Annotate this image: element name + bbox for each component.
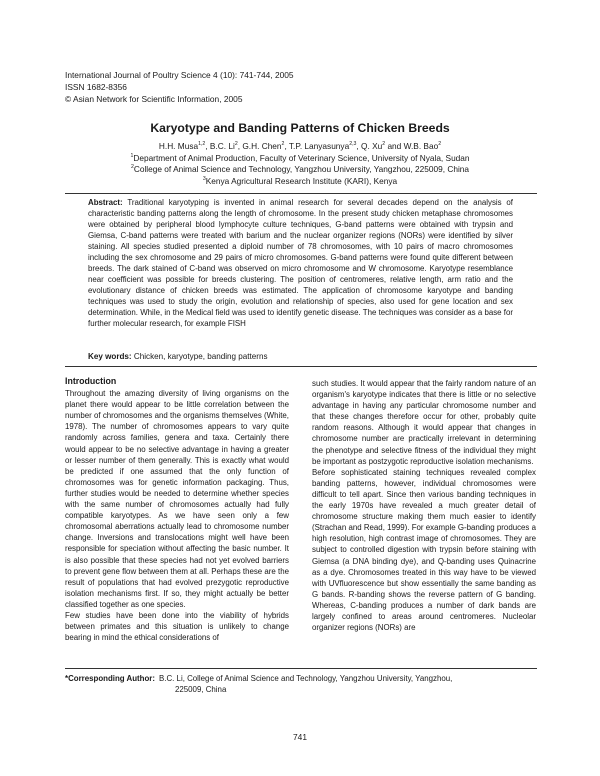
author-affiliation-mark: 2 — [438, 141, 442, 148]
footnote-rule — [65, 668, 537, 669]
paper-title: Karyotype and Banding Patterns of Chicken Breeds — [150, 121, 450, 135]
intro-heading: Introduction — [65, 376, 117, 386]
author-affiliation-mark: 2 — [234, 141, 238, 148]
affiliation — [0, 176, 600, 188]
author-name: Q. Xu — [361, 141, 383, 151]
journal-citation: International Journal of Poultry Science 4 (10): 741-744, 2005 — [65, 70, 294, 80]
abstract-text: Traditional karyotyping is invented in animal research for several decades depend on the analysis of characteristic banding patterns along the length of chromosome. In the present study chicken metaphase chromosomes were obtained by peripheral blood lymphocyte culture techniques, G-band patterns were obtained with trypsin and Giemsa, C-band patterns were treated with barium and the nuclear organizer regions (NORs) were identified by silver staining. All species studied presented a diploid number of 78 chromosomes, with 10 pairs of macro chromosomes including the sex chromosome and 29 pairs of micro chromosomes. G-band patterns were found quite different between breeds. The dark stained of C-band was observed on micro chromosome and W chromosome. Karyotype resemblance near coefficient was possible for breeds clustering. The position of centromeres, relative length, arm ratio and the evolutionary distance of chicken breeds was estimated. The application of chromosome karyotype and banding techniques was used to study the origin, evolution and relationship of species, also used for gene location and sex determination. While, in the Medical field was used to identify genetic disease. The techniques was consider as a base for further molecular research, for example FISH — [88, 198, 513, 328]
author-name: H.H. Musa — [158, 141, 199, 151]
author-name: W.B. Bao — [403, 141, 439, 151]
affiliation — [0, 164, 600, 176]
keywords-bottom-rule — [65, 366, 537, 367]
intro-paragraph: Few studies have been done into the viability of hybrids between primates and this situation is unlikely to change bearing in mind the ethical considerations of — [65, 610, 289, 643]
author-name: T.P. Lanyasunya — [288, 141, 350, 151]
affiliation — [0, 153, 600, 165]
author-names — [0, 141, 600, 153]
affiliation-mark: 3 — [202, 176, 206, 183]
page-number: 741 — [293, 732, 307, 742]
author-affiliation-mark: 2 — [382, 141, 386, 148]
keywords-text: Chicken, karyotype, banding patterns — [131, 352, 268, 361]
journal-issn: ISSN 1682-8356 — [65, 82, 127, 92]
affiliation-mark: 1 — [130, 152, 134, 159]
corresponding-author — [65, 673, 537, 695]
author-separator: , — [284, 141, 289, 151]
corresponding-text: B.C. Li, College of Animal Science and Technology, Yangzhou University, Yangzhou, — [159, 674, 453, 683]
author-separator: , — [205, 141, 210, 151]
abstract-label: Abstract: — [88, 198, 123, 207]
keywords-label: Key words: — [88, 352, 132, 361]
intro-left-column — [65, 376, 289, 643]
author-name: G.H. Chen — [242, 141, 282, 151]
affiliation-mark: 2 — [130, 164, 134, 171]
author-separator: and — [385, 141, 404, 151]
abstract-top-rule — [65, 193, 537, 194]
affiliation-text: Kenya Agricultural Research Institute (KARI), Kenya — [205, 175, 398, 186]
corresponding-text-cont: 225009, China — [175, 685, 227, 694]
journal-header — [65, 69, 294, 105]
author-affiliation-mark: 2,3 — [349, 141, 357, 148]
journal-copyright: © Asian Network for Scientific Information, 2005 — [65, 94, 243, 104]
abstract — [88, 197, 513, 329]
author-block — [0, 141, 600, 187]
author-name: B.C. Li — [209, 141, 235, 151]
keywords — [88, 352, 268, 361]
author-separator: , — [356, 141, 362, 151]
intro-paragraph: Before sophisticated staining techniques revealed complex banding patterns, however, individual chromosomes were difficult to tell apart. Since then various banding techniques in the early 1970s have revealed a much greater detail of chromosome structure making them much easier to identify (Strachan and Read, 1999). For example G-banding produces a high resolution, high contrast image of chromosomes. They are subject to controlled digestion with trypsin before staining with Giemsa (a DNA binding dye), and Q-banding uses Quinacrine as a dye. Chromosomes treated in this way have to be viewed with UVfluorescence but show essentially the same banding as G bands. R-banding shows the reverse pattern of G banding. Whereas, C-banding produces a number of dark bands are largely confined to areas around centromeres. Nucleolar organizer regions (NORs) are — [312, 467, 536, 633]
author-affiliation-mark: 1,2 — [198, 141, 206, 148]
author-affiliation-mark: 2 — [281, 141, 285, 148]
affiliation-list — [0, 153, 600, 188]
affiliation-text: College of Animal Science and Technology, Yangzhou University, Yangzhou, 225009, China — [133, 164, 470, 175]
intro-right-column — [312, 378, 536, 633]
corresponding-label: *Corresponding Author: — [65, 674, 156, 683]
author-separator: , — [237, 141, 243, 151]
intro-paragraph: such studies. It would appear that the fairly random nature of an organism's karyotype indicates that there is little or no selective advantage in having any particular chromosome number and that these changes therefore occur for other, probably quite random reasons. Although it would appear that changes in chromosome number are practically irrelevant in determining the phenotype and selective fitness of the individual they might be important as postzygotic reproductive isolation mechanisms. — [312, 379, 536, 466]
intro-paragraph: Throughout the amazing diversity of living organisms on the planet there would appear to be little correlation between the number of chromosomes and the organisms themselves (White, 1978). The number of chromosomes appears to vary quite randomly across families, genera and taxa. Certainly there would appear to be no selective advantage in having a greater or lesser number of them generally. This is exactly what would be predicted if one assumed that the only function of chromosomes was for genetic information packaging. Thus, further studies would be needed to determine whether species with the same number of chromosomes actually had fully compatible karyotypes. As we have seen only a few chromosomal aberrations actually lead to chromosome number change. Inversions and translocations might well have been responsible for speciation without affecting the basic number. It is also possible that these species had not yet evolved barriers to prevent gene flow between them at all. Perhaps these are the result of populations that had evolved prezygotic reproductive isolation mechanisms first. If so, they might actually be better classified together as one species. — [65, 389, 289, 609]
affiliation-text: Department of Animal Production, Faculty of Veterinary Science, University of Nyala, Sudan — [133, 152, 470, 163]
